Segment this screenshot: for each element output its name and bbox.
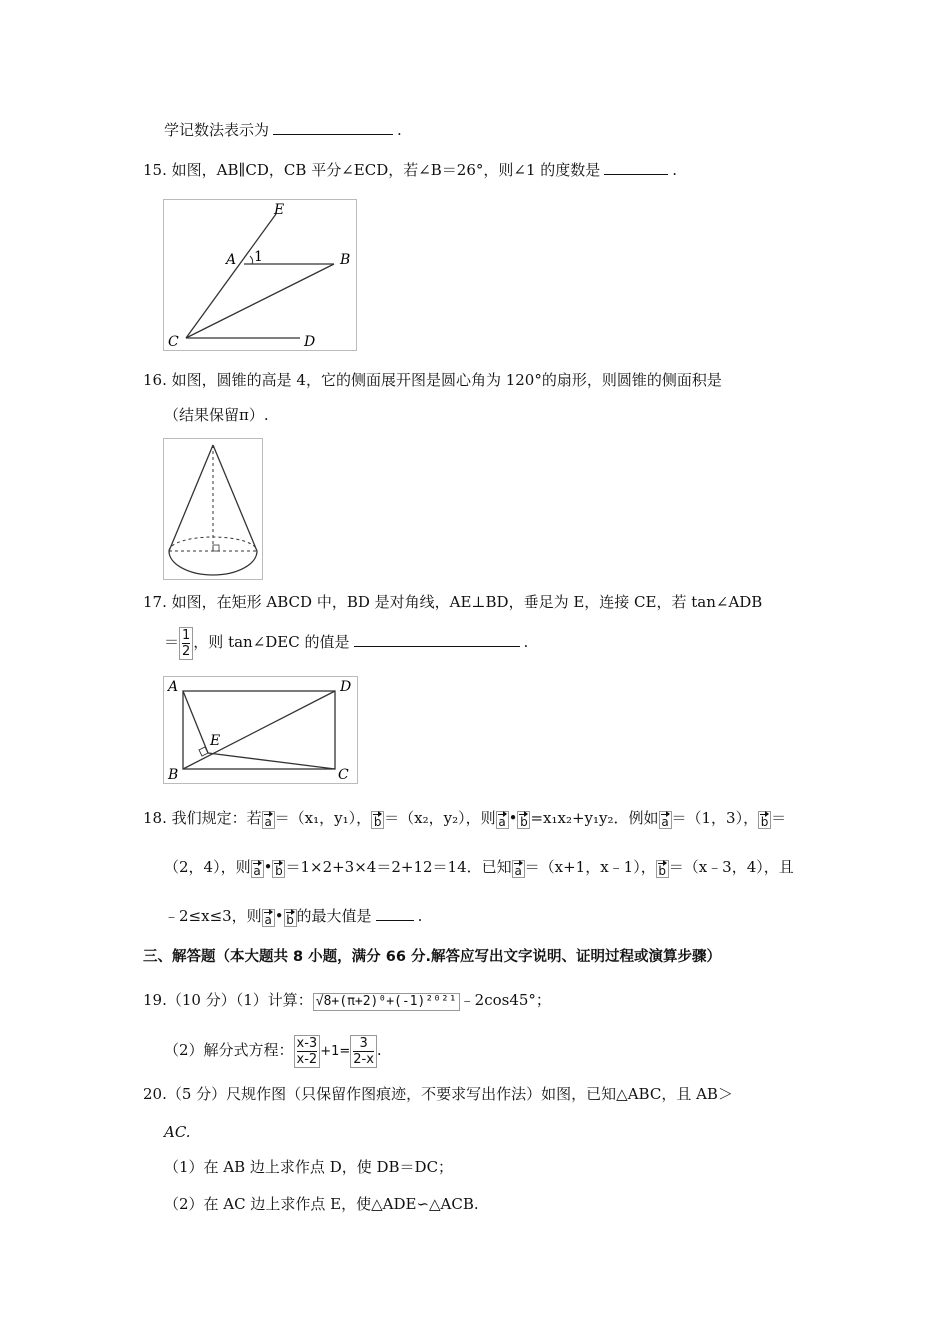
q17-number: 17. xyxy=(143,593,167,611)
q14-answer-blank[interactable] xyxy=(273,120,393,135)
q19-f2-den: 2-x xyxy=(353,1051,374,1067)
q20-number: 20. xyxy=(143,1085,167,1103)
q16-figure xyxy=(163,438,263,580)
q18-l1-f: ＝ xyxy=(771,809,787,827)
q14-end: . xyxy=(397,121,402,139)
q20-text-2: AC. xyxy=(164,1123,191,1141)
vector-a-icon: a xyxy=(659,811,672,829)
q18-l2-b: ＝1×2+3×4＝2+12＝14．已知 xyxy=(285,858,512,876)
q19-line-1 xyxy=(143,990,551,1011)
q16-line xyxy=(143,370,722,390)
q17-eq: ＝ xyxy=(164,633,180,651)
q17-frac-den: 2 xyxy=(182,643,191,659)
q20-part-2 xyxy=(164,1194,479,1214)
q18-l3-b: 的最大值是 xyxy=(296,907,372,925)
q19-part1-suffix: ﹣2cos45°； xyxy=(459,991,551,1009)
q15-text: 如图，AB∥CD，CB 平分∠ECD，若∠B＝26°，则∠1 的度数是 xyxy=(171,161,601,179)
vector-b-icon: b xyxy=(517,811,530,829)
q17-fraction xyxy=(179,627,193,660)
q15-answer-blank[interactable] xyxy=(604,160,668,175)
q20-p2-text: （2）在 AC 边上求作点 E，使△ADE∽△ACB. xyxy=(164,1195,479,1213)
q17-end: . xyxy=(523,633,529,651)
q18-l1-b: ＝（x₁，y₁）， xyxy=(274,809,372,827)
q17-label-a: A xyxy=(168,679,179,695)
q19-expression: √8+(π+2)⁰+(-1)²⁰²¹ xyxy=(313,993,460,1011)
q19-f1-num: x-3 xyxy=(296,1035,318,1051)
q18-number: 18. xyxy=(143,809,167,827)
q15-line xyxy=(143,160,677,180)
q18-answer-blank[interactable] xyxy=(376,906,414,921)
q17-label-b: B xyxy=(168,767,179,783)
q19-fraction-1 xyxy=(294,1035,321,1068)
vector-b-icon: b xyxy=(656,860,669,878)
vector-b-icon: b xyxy=(371,811,384,829)
vector-a-icon: a xyxy=(496,811,509,829)
q17-frac-num: 1 xyxy=(182,627,191,643)
vector-a-icon: a xyxy=(262,909,275,927)
q15-label-c: C xyxy=(168,334,179,350)
dot-product-symbol: • xyxy=(263,858,273,876)
q18-l2-d: ＝（x﹣3，4），且 xyxy=(668,858,794,876)
q20-part-1 xyxy=(164,1157,453,1177)
q17-line xyxy=(143,592,762,612)
q17-answer-blank[interactable] xyxy=(354,632,520,647)
q17-label-e: E xyxy=(210,733,221,749)
q16-number: 16. xyxy=(143,371,167,389)
q15-end: . xyxy=(672,161,678,179)
q18-l2-a: （2，4），则 xyxy=(164,858,251,876)
dot-product-symbol: • xyxy=(508,809,518,827)
q19-plus-one: +1= xyxy=(320,1044,351,1059)
q19-fraction-2 xyxy=(350,1035,377,1068)
q14-line xyxy=(164,120,402,140)
q15-label-a: A xyxy=(226,252,237,268)
q17-figure xyxy=(163,676,358,784)
q18-line-1 xyxy=(143,808,786,829)
q15-figure xyxy=(163,199,357,351)
q19-part1-prefix: （10 分）（1）计算： xyxy=(166,991,313,1009)
q19-number: 19. xyxy=(143,991,167,1009)
q19-part2-prefix: （2）解分式方程： xyxy=(164,1041,294,1059)
vector-a-icon: a xyxy=(512,860,525,878)
q18-end: . xyxy=(417,907,423,925)
q15-label-b: B xyxy=(340,252,351,268)
vector-b-icon: b xyxy=(284,909,297,927)
q18-line-2 xyxy=(164,857,794,878)
q16-line-2 xyxy=(164,405,269,425)
q19-f2-num: 3 xyxy=(359,1035,368,1051)
q17-label-d: D xyxy=(340,679,352,695)
q16-text-2: （结果保留π）. xyxy=(164,406,269,424)
q20-text: （5 分）尺规作图（只保留作图痕迹，不要求写出作法）如图，已知△ABC，且 AB＞ xyxy=(166,1085,733,1103)
q17-label-c: C xyxy=(338,767,349,783)
q20-line-2 xyxy=(164,1122,191,1142)
q15-label-e: E xyxy=(274,202,285,218)
q15-label-1: 1 xyxy=(254,249,263,265)
section-3-heading xyxy=(143,947,721,967)
dot-product-symbol: • xyxy=(274,907,284,925)
q18-l1-e: ＝（1，3）， xyxy=(671,809,759,827)
q17-text: 如图，在矩形 ABCD 中，BD 是对角线，AE⊥BD，垂足为 E，连接 CE，若 tan∠ADB xyxy=(171,593,763,611)
vector-a-icon: a xyxy=(251,860,264,878)
q16-text: 如图，圆锥的高是 4，它的侧面展开图是圆心角为 120°的扇形，则圆锥的侧面积是 xyxy=(171,371,722,389)
q20-line-1 xyxy=(143,1084,733,1104)
vector-a-icon: a xyxy=(262,811,275,829)
q19-part2-end: . xyxy=(376,1041,382,1059)
q19-line-2 xyxy=(164,1030,382,1072)
vector-b-icon: b xyxy=(272,860,285,878)
q17-line-2 xyxy=(164,622,528,662)
q18-l1-c: ＝（x₂，y₂），则 xyxy=(384,809,496,827)
q15-label-d: D xyxy=(304,334,316,350)
q18-l2-c: ＝（x+1，x﹣1）， xyxy=(524,858,656,876)
q18-l1-d: =x₁x₂+y₁y₂．例如 xyxy=(530,809,659,827)
q14-text: 学记数法表示为 xyxy=(164,121,270,139)
q19-f1-den: x-2 xyxy=(296,1051,318,1067)
q15-number: 15. xyxy=(143,161,167,179)
q18-l1-a: 我们规定：若 xyxy=(171,809,262,827)
q18-l3-a: ﹣2≤x≤3，则 xyxy=(164,907,262,925)
q17-text-2: ，则 tan∠DEC 的值是 xyxy=(193,633,350,651)
vector-b-icon: b xyxy=(758,811,771,829)
section-3-text: 三、解答题（本大题共 8 小题，满分 66 分.解答应写出文字说明、证明过程或演算步骤） xyxy=(143,949,721,965)
q18-line-3 xyxy=(164,906,422,927)
q20-p1-text: （1）在 AB 边上求作点 D，使 DB＝DC； xyxy=(164,1158,454,1176)
